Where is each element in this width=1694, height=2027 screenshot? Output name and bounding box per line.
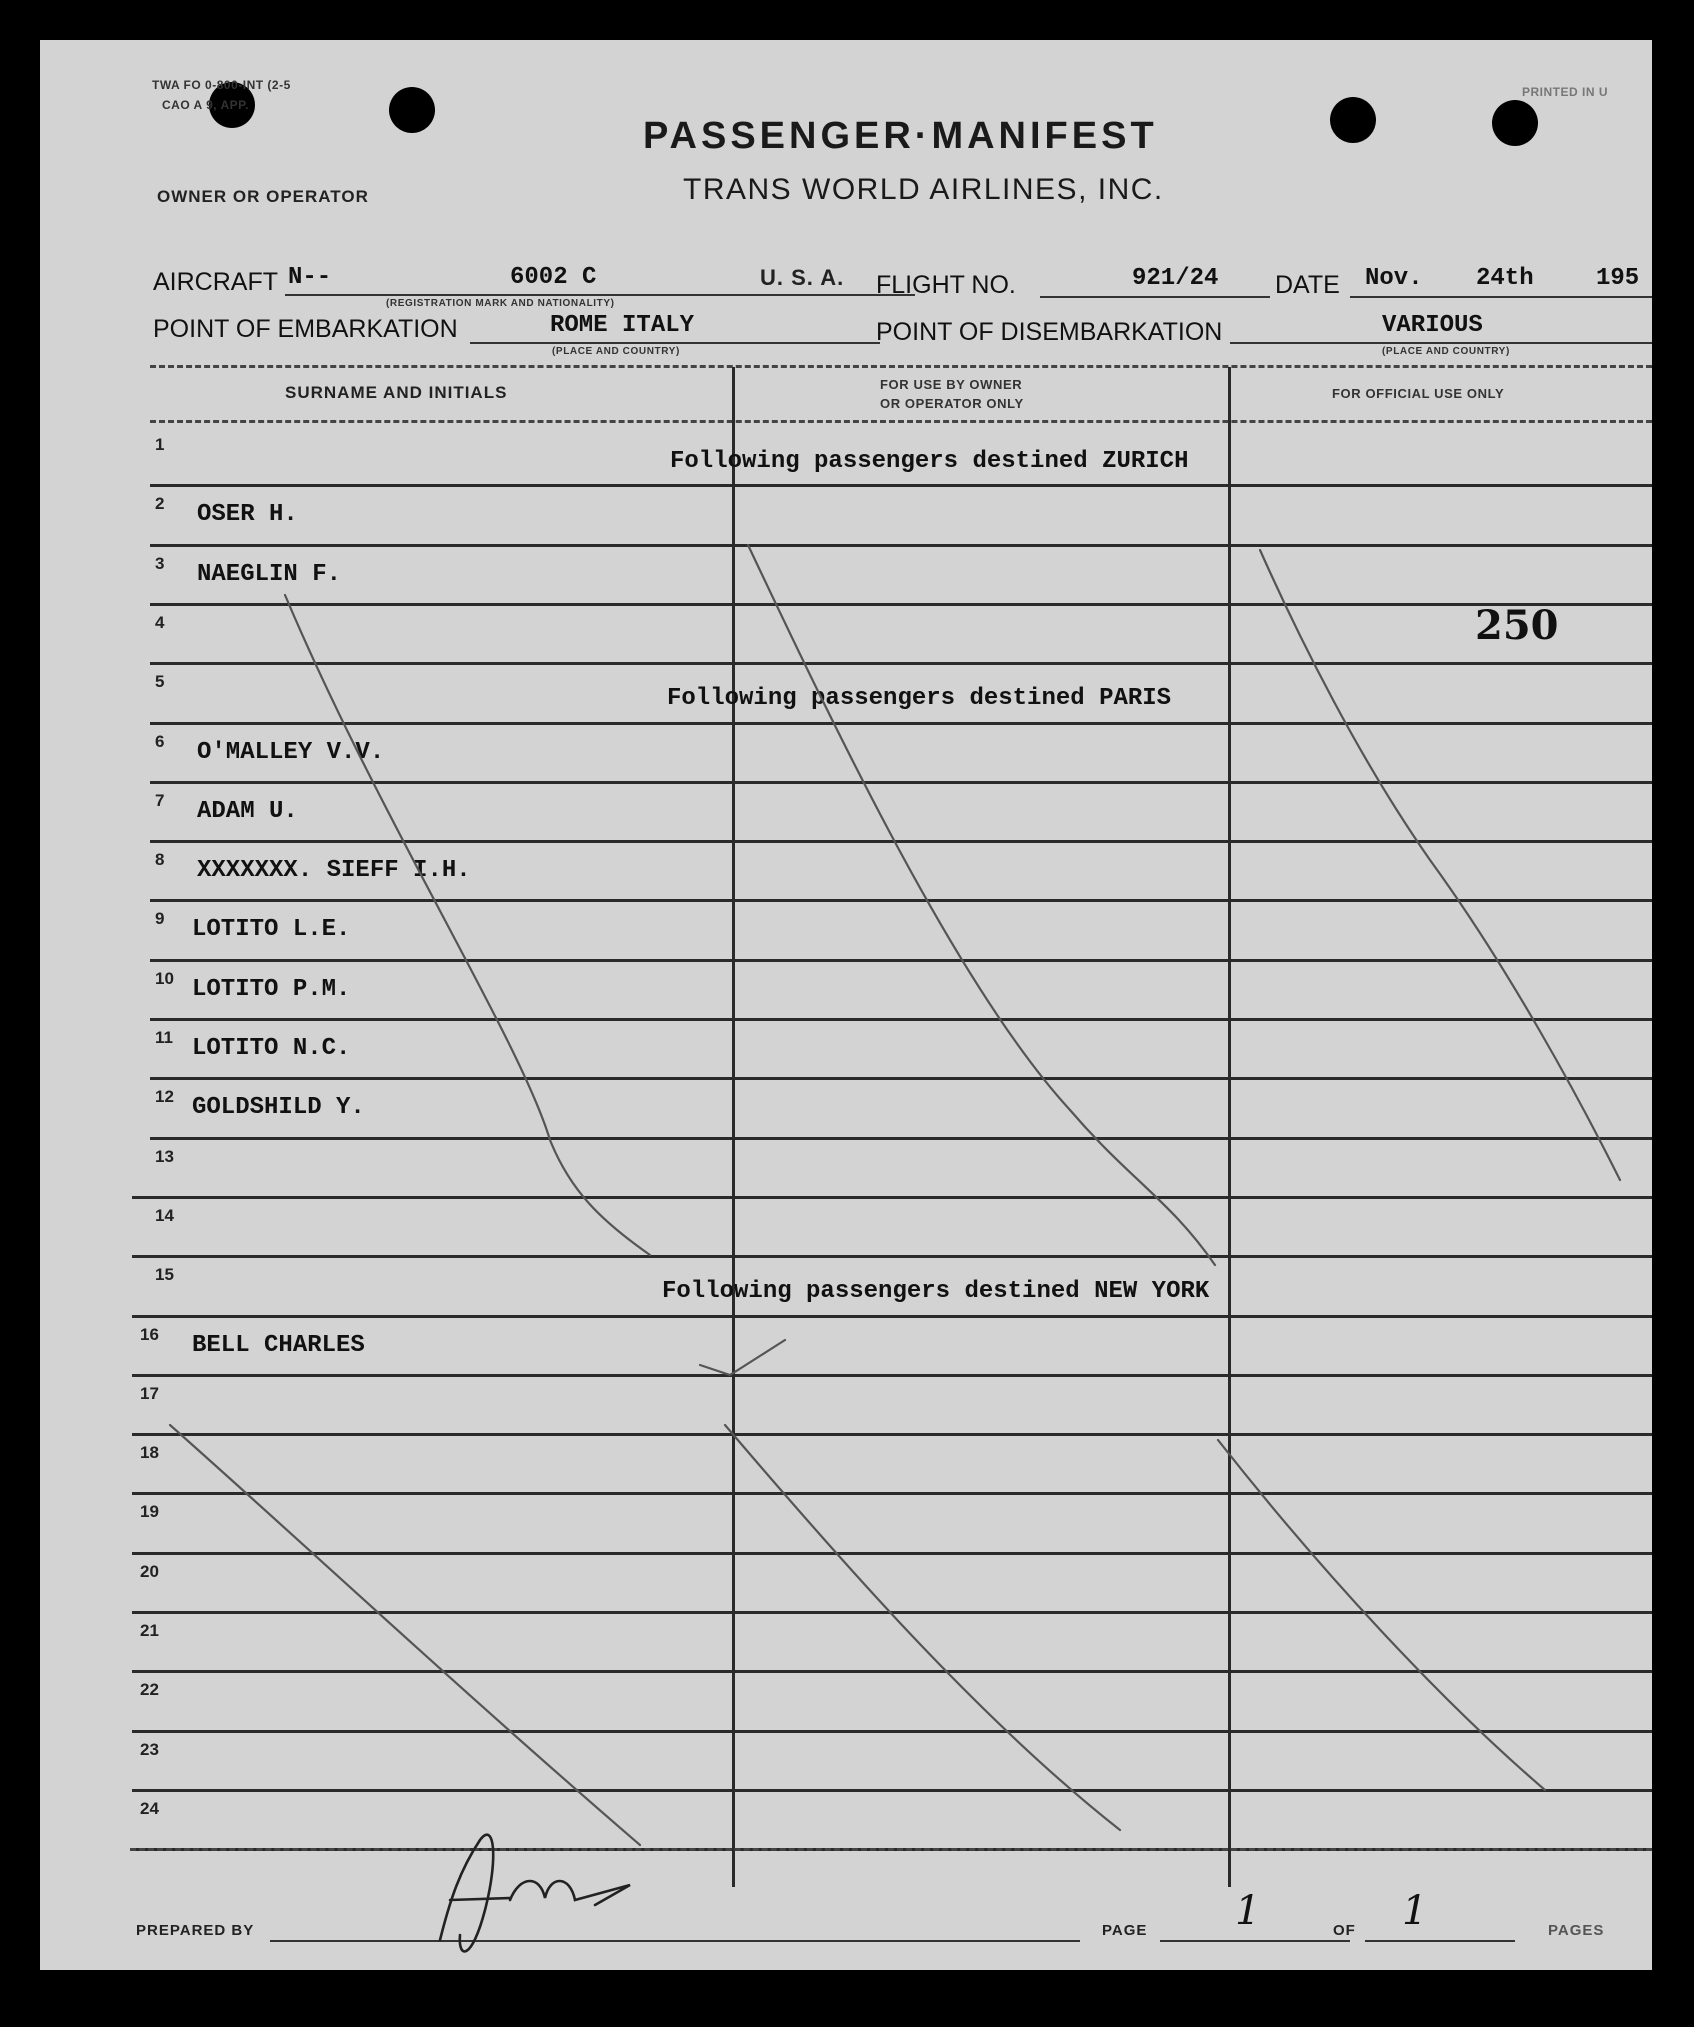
row-number: 2 [155,494,165,514]
flight-label: FLIGHT NO. [876,271,1016,299]
row-number: 6 [155,731,165,751]
form-code-line-2: CAO A 9, APP. [162,98,249,112]
row-number: 23 [140,1739,159,1759]
of-value: 1 [1402,1888,1428,1934]
column-header-owner-1: FOR USE BY OWNER [880,377,1023,392]
cancel-slash-official-lower [1218,1440,1545,1790]
column-header-owner-2: OR OPERATOR ONLY [880,396,1024,411]
aircraft-registration: 6002 C [510,264,597,291]
signature-mark [440,1835,630,1952]
row-number: 8 [155,850,165,870]
cancel-slash-owner-upper [748,545,1215,1265]
row-number: 22 [140,1680,159,1700]
date-day: 24th [1476,265,1534,292]
page-label: PAGE [1102,1922,1148,1939]
row-number: 20 [140,1561,159,1581]
passenger-name: OSER H. [197,501,298,529]
row-number: 10 [155,968,174,988]
of-label: OF [1333,1922,1356,1939]
page-value: 1 [1235,1888,1261,1934]
official-number: 250 [1475,602,1559,649]
passenger-name: XXXXXXX. SIEFF I.H. [197,857,471,885]
pages-label: PAGES [1548,1922,1605,1939]
row-number: 3 [155,553,165,573]
aircraft-nationality: U. S. A. [760,265,845,290]
row-number: 15 [155,1265,174,1285]
aircraft-prefix: N-- [288,264,332,291]
destination-note: Following passengers destined ZURICH [670,448,1189,475]
passenger-name: LOTITO P.M. [192,975,351,1003]
document-title: PASSENGER·MANIFEST [643,115,1158,157]
flight-number: 921/24 [1132,265,1219,292]
row-number: 9 [155,909,165,929]
column-header-official: FOR OFFICIAL USE ONLY [1332,386,1505,401]
disembarkation-caption: (PLACE AND COUNTRY) [1382,346,1510,357]
aircraft-caption: (REGISTRATION MARK AND NATIONALITY) [386,298,615,309]
row-number: 11 [155,1028,173,1047]
row-number: 7 [155,790,165,810]
disembarkation-label: POINT OF DISEMBARKATION [876,318,1223,346]
passenger-name: NAEGLIN F. [197,560,342,588]
handwritten-marks [40,40,1652,1970]
tick-mark [700,1340,785,1375]
row-number: 13 [155,1146,174,1166]
date-month: Nov. [1365,265,1423,292]
embarkation-label: POINT OF EMBARKATION [153,315,458,343]
passenger-name: O'MALLEY V.V. [197,738,385,766]
row-number: 1 [155,435,165,454]
cancel-slash-surname-lower [170,1425,640,1845]
passenger-name: GOLDSHILD Y. [192,1094,365,1122]
row-number: 18 [140,1443,159,1463]
row-number: 4 [155,612,165,632]
row-number: 5 [155,672,165,692]
disembarkation-value: VARIOUS [1382,312,1483,339]
form-code-line-1: TWA FO 0-800-INT (2-5 [152,78,291,92]
embarkation-value: ROME ITALY [550,312,695,339]
row-number: 21 [140,1621,159,1640]
date-label: DATE [1275,271,1340,299]
cancel-slash-official-upper [1260,550,1620,1180]
manifest-sheet [40,40,1652,1970]
row-number: 19 [140,1502,159,1522]
row-number: 16 [140,1324,159,1344]
row-number: 17 [140,1383,159,1403]
row-number: 24 [140,1798,159,1818]
cancel-slash-surname-upper [285,595,650,1255]
embarkation-caption: (PLACE AND COUNTRY) [552,346,680,357]
cancel-slash-owner-lower [725,1425,1120,1830]
printed-in-note: PRINTED IN U [1522,85,1609,99]
prepared-by-label: PREPARED BY [136,1922,255,1939]
document-subtitle: TRANS WORLD AIRLINES, INC. [683,173,1164,206]
date-year: 195 [1596,265,1640,292]
passenger-name: LOTITO L.E. [192,916,351,944]
passenger-name: LOTITO N.C. [192,1035,351,1062]
destination-note: Following passengers destined PARIS [667,685,1172,713]
passenger-name: BELL CHARLES [192,1331,365,1359]
aircraft-label: AIRCRAFT [153,268,278,296]
row-number: 12 [155,1087,174,1107]
column-header-surname: SURNAME AND INITIALS [285,383,508,402]
row-number: 14 [155,1205,174,1225]
owner-operator-label: OWNER OR OPERATOR [157,187,369,206]
passenger-name: ADAM U. [197,797,298,825]
destination-note: Following passengers destined NEW YORK [662,1278,1210,1306]
